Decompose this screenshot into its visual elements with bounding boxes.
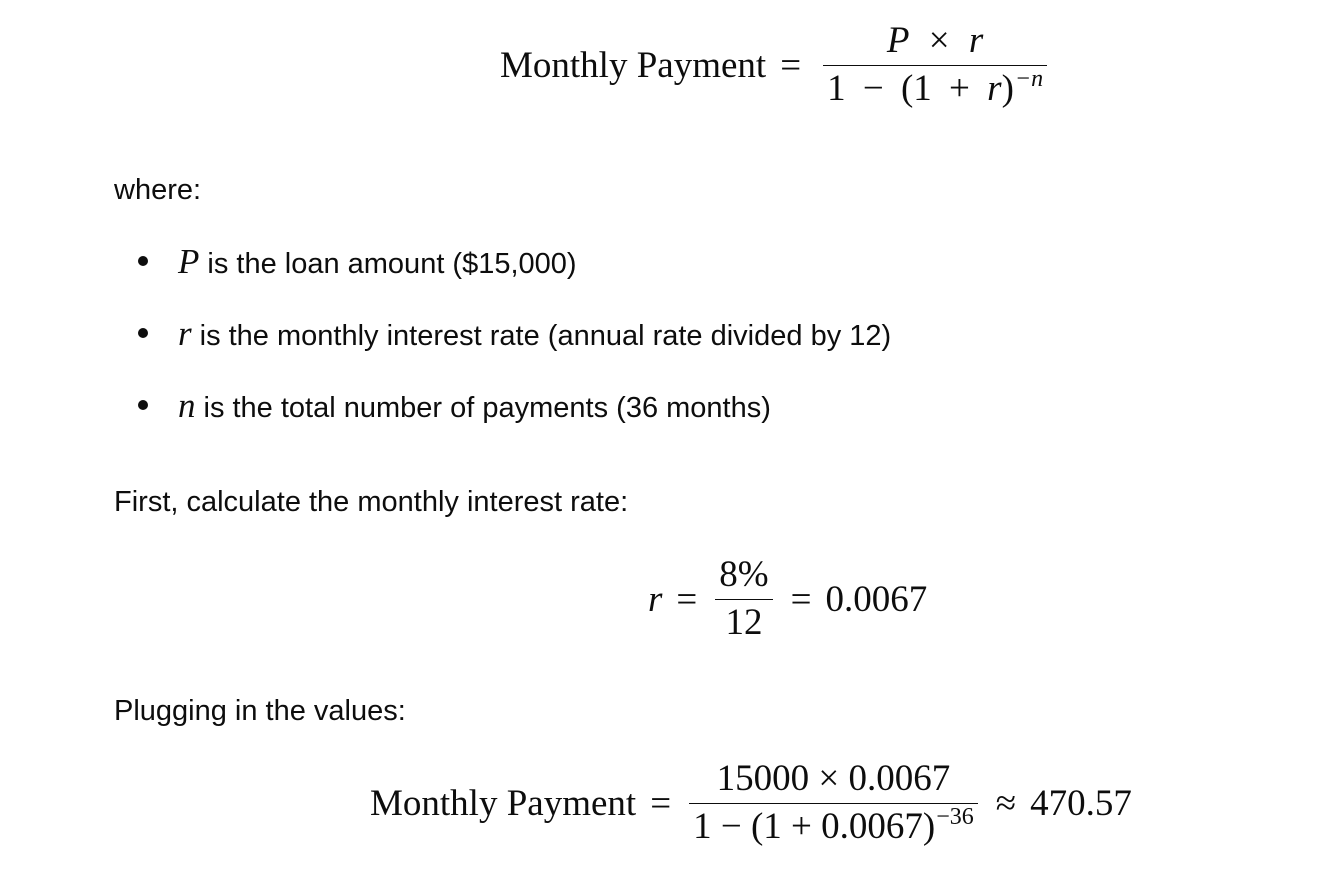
formula-fraction — [823, 22, 1047, 109]
rate-result: 0.0067 — [825, 579, 928, 621]
definition-text: is the total number of payments (36 months) — [203, 392, 771, 424]
den-base: 1 − (1 + 0.0067) — [693, 806, 936, 848]
monthly-payment-formula — [500, 22, 1055, 109]
list-item — [138, 316, 891, 351]
exponent: −n — [1014, 66, 1044, 93]
bullet-icon — [138, 256, 148, 266]
definition-text: is the loan amount ($15,000) — [207, 248, 577, 280]
payment-denominator — [689, 804, 978, 848]
den-open: (1 — [900, 68, 932, 110]
den-one: 1 — [827, 68, 846, 110]
rate-denominator: 12 — [725, 602, 763, 644]
payment-fraction — [689, 760, 978, 847]
list-item — [138, 388, 771, 423]
payment-numerator: 15000 × 0.0067 — [716, 758, 951, 799]
approx-sign: ≈ — [995, 783, 1017, 825]
definition-text: is the monthly interest rate (annual rate divided by 12) — [199, 320, 892, 352]
rate-fraction — [715, 556, 772, 643]
definition-symbol: P — [178, 242, 200, 281]
equals-sign: = — [650, 783, 672, 825]
formula-denominator — [823, 66, 1047, 110]
list-item — [138, 244, 577, 279]
var-r: r — [987, 68, 1002, 110]
equals-sign: = — [676, 579, 698, 621]
step1-label: First, calculate the monthly interest rate: — [114, 486, 629, 518]
bullet-icon — [138, 400, 148, 410]
step2-label: Plugging in the values: — [114, 695, 406, 727]
formula-lhs: Monthly Payment — [500, 45, 767, 87]
computed-payment-formula — [370, 760, 1132, 847]
fraction-bar — [689, 803, 978, 805]
fraction-bar — [715, 599, 772, 601]
payment-result: 470.57 — [1030, 783, 1132, 825]
den-close: ) — [1001, 68, 1014, 110]
where-label: where: — [114, 174, 202, 206]
interest-rate-formula — [648, 556, 927, 643]
times-sign: × — [928, 20, 950, 61]
equals-sign: = — [780, 45, 802, 87]
rate-numerator: 8% — [719, 554, 769, 595]
bullet-icon — [138, 328, 148, 338]
plus-sign: + — [949, 68, 970, 110]
definition-symbol: r — [178, 314, 192, 353]
var-r: r — [648, 579, 663, 621]
fraction-bar — [823, 65, 1047, 67]
equals-sign: = — [790, 579, 812, 621]
var-r: r — [968, 20, 984, 61]
exponent: −36 — [936, 804, 974, 831]
minus-sign: − — [862, 68, 884, 110]
formula-numerator — [883, 22, 987, 61]
formula-lhs: Monthly Payment — [370, 783, 637, 825]
var-p: P — [886, 20, 910, 61]
definition-symbol: n — [178, 386, 196, 425]
